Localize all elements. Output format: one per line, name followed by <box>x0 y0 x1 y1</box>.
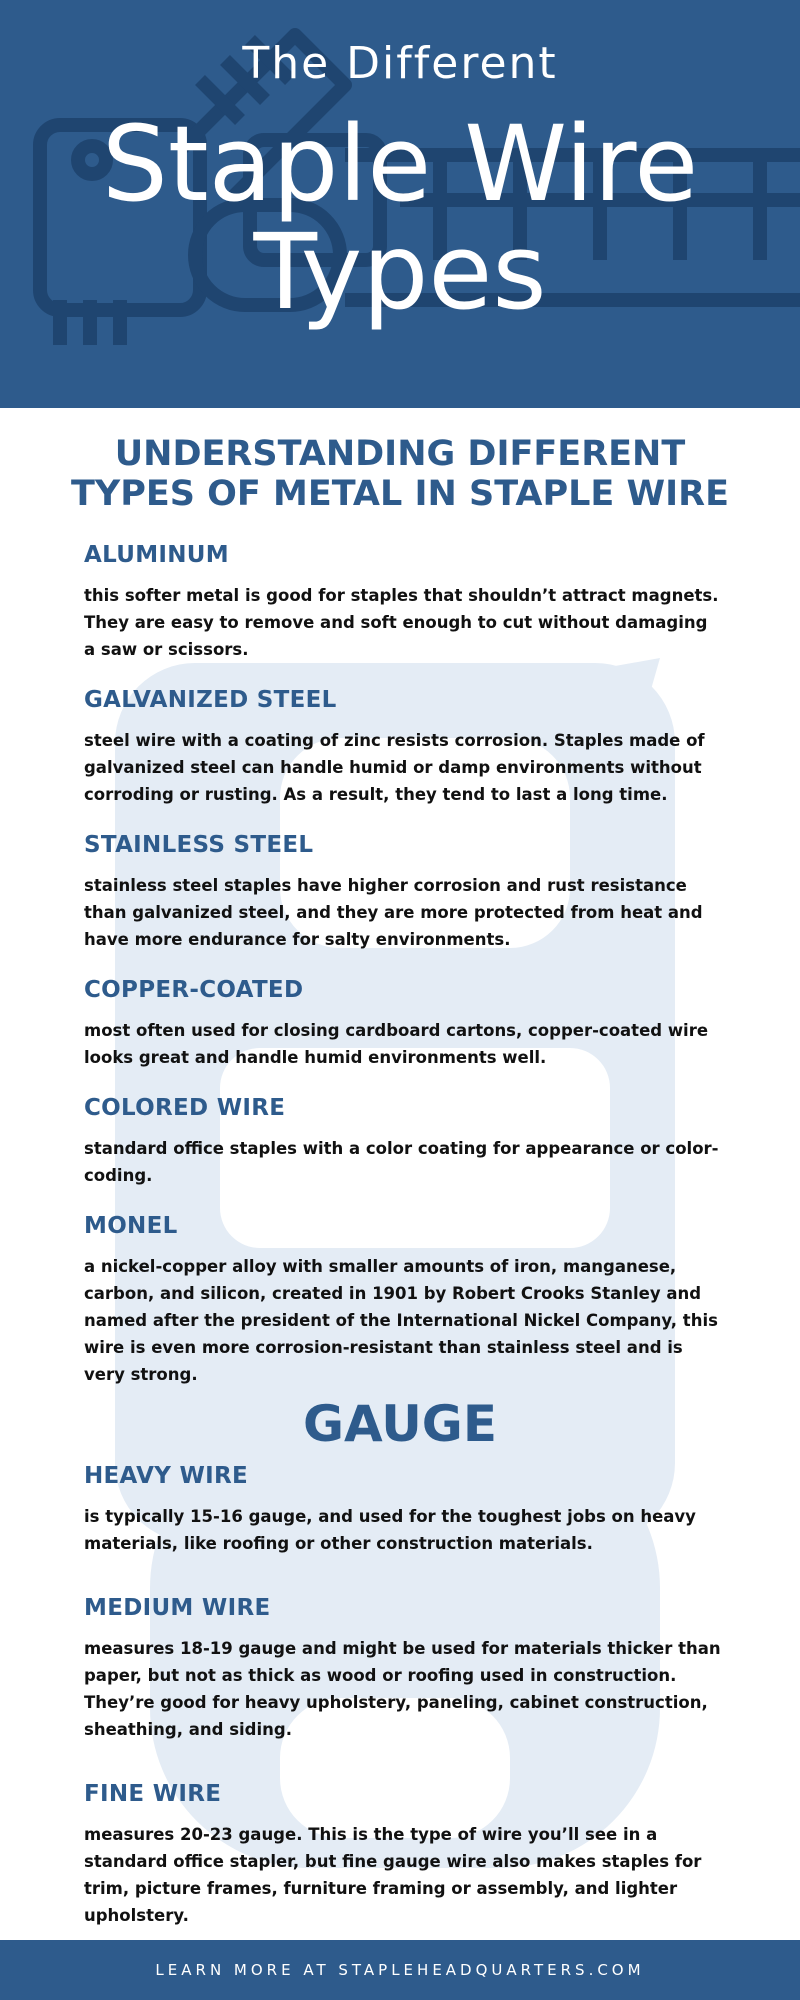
footer-link[interactable]: LEARN MORE AT STAPLEHEADQUARTERS.COM <box>155 1961 645 1979</box>
metal-description: steel wire with a coating of zinc resists corrosion. Staples made of galvanized steel can handle humid or damp environments without corroding or rusting. As a result, they tend to last a long time. <box>84 731 705 804</box>
metal-name: GALVANIZED STEEL <box>84 687 337 713</box>
gauge-item-heavy-wire <box>84 1463 724 1557</box>
metal-description: this softer metal is good for staples that shouldn’t attract magnets. They are easy to remove and soft enough to cut without damaging a saw or scissors. <box>84 586 719 659</box>
metal-name: COPPER-COATED <box>84 977 304 1003</box>
gauge-heading: GAUGE <box>303 1395 497 1453</box>
title-line-1: Staple Wire <box>101 103 699 225</box>
header-pretitle: The Different <box>242 38 558 89</box>
metal-item-monel <box>84 1213 724 1388</box>
metal-name: ALUMINUM <box>84 542 229 568</box>
gauge-description: measures 18-19 gauge and might be used for materials thicker than paper, but not as thick as wood or roofing used in construction. They’re good for heavy upholstery, paneling, cabinet construction, sheathing, and siding. <box>84 1639 721 1739</box>
metal-name: COLORED WIRE <box>84 1095 286 1121</box>
metal-item-aluminum <box>84 542 724 663</box>
main-content <box>0 408 800 1940</box>
title-line-2: Types <box>253 211 547 333</box>
gauge-name: HEAVY WIRE <box>84 1463 249 1489</box>
gauge-description: is typically 15-16 gauge, and used for the toughest jobs on heavy materials, like roofing or other construction materials. <box>84 1507 696 1553</box>
header-banner <box>0 0 800 408</box>
metal-description: standard office staples with a color coating for appearance or color-coding. <box>84 1139 719 1185</box>
metal-item-galvanized-steel <box>84 687 724 808</box>
gauge-item-medium-wire <box>84 1595 724 1743</box>
metal-description: a nickel-copper alloy with smaller amounts of iron, manganese, carbon, and silicon, created in 1901 by Robert Crooks Stanley and named after the president of the International Nickel Company, this wire is even more corrosion-resistant than stainless steel and is very strong. <box>84 1257 718 1384</box>
metal-item-colored-wire <box>84 1095 724 1189</box>
metal-item-stainless-steel <box>84 832 724 953</box>
metal-description: most often used for closing cardboard cartons, copper-coated wire looks great and handle humid environments well. <box>84 1021 709 1067</box>
footer-banner <box>0 1940 800 2000</box>
gauge-name: MEDIUM WIRE <box>84 1595 271 1621</box>
metal-description: stainless steel staples have higher corrosion and rust resistance than galvanized steel, and they are more protected from heat and have more endurance for salty environments. <box>84 876 703 949</box>
metals-heading: UNDERSTANDING DIFFERENT TYPES OF METAL IN STAPLE WIRE <box>71 434 729 514</box>
gauge-description: measures 20-23 gauge. This is the type of wire you’ll see in a standard office stapler, but fine gauge wire also makes staples for trim, picture frames, furniture framing or assembly, and lighter upholstery. <box>84 1825 702 1925</box>
metal-name: STAINLESS STEEL <box>84 832 314 858</box>
metal-item-copper-coated <box>84 977 724 1071</box>
gauge-name: FINE WIRE <box>84 1781 222 1807</box>
metal-name: MONEL <box>84 1213 178 1239</box>
gauge-item-fine-wire <box>84 1781 724 1929</box>
page-title <box>0 103 800 333</box>
